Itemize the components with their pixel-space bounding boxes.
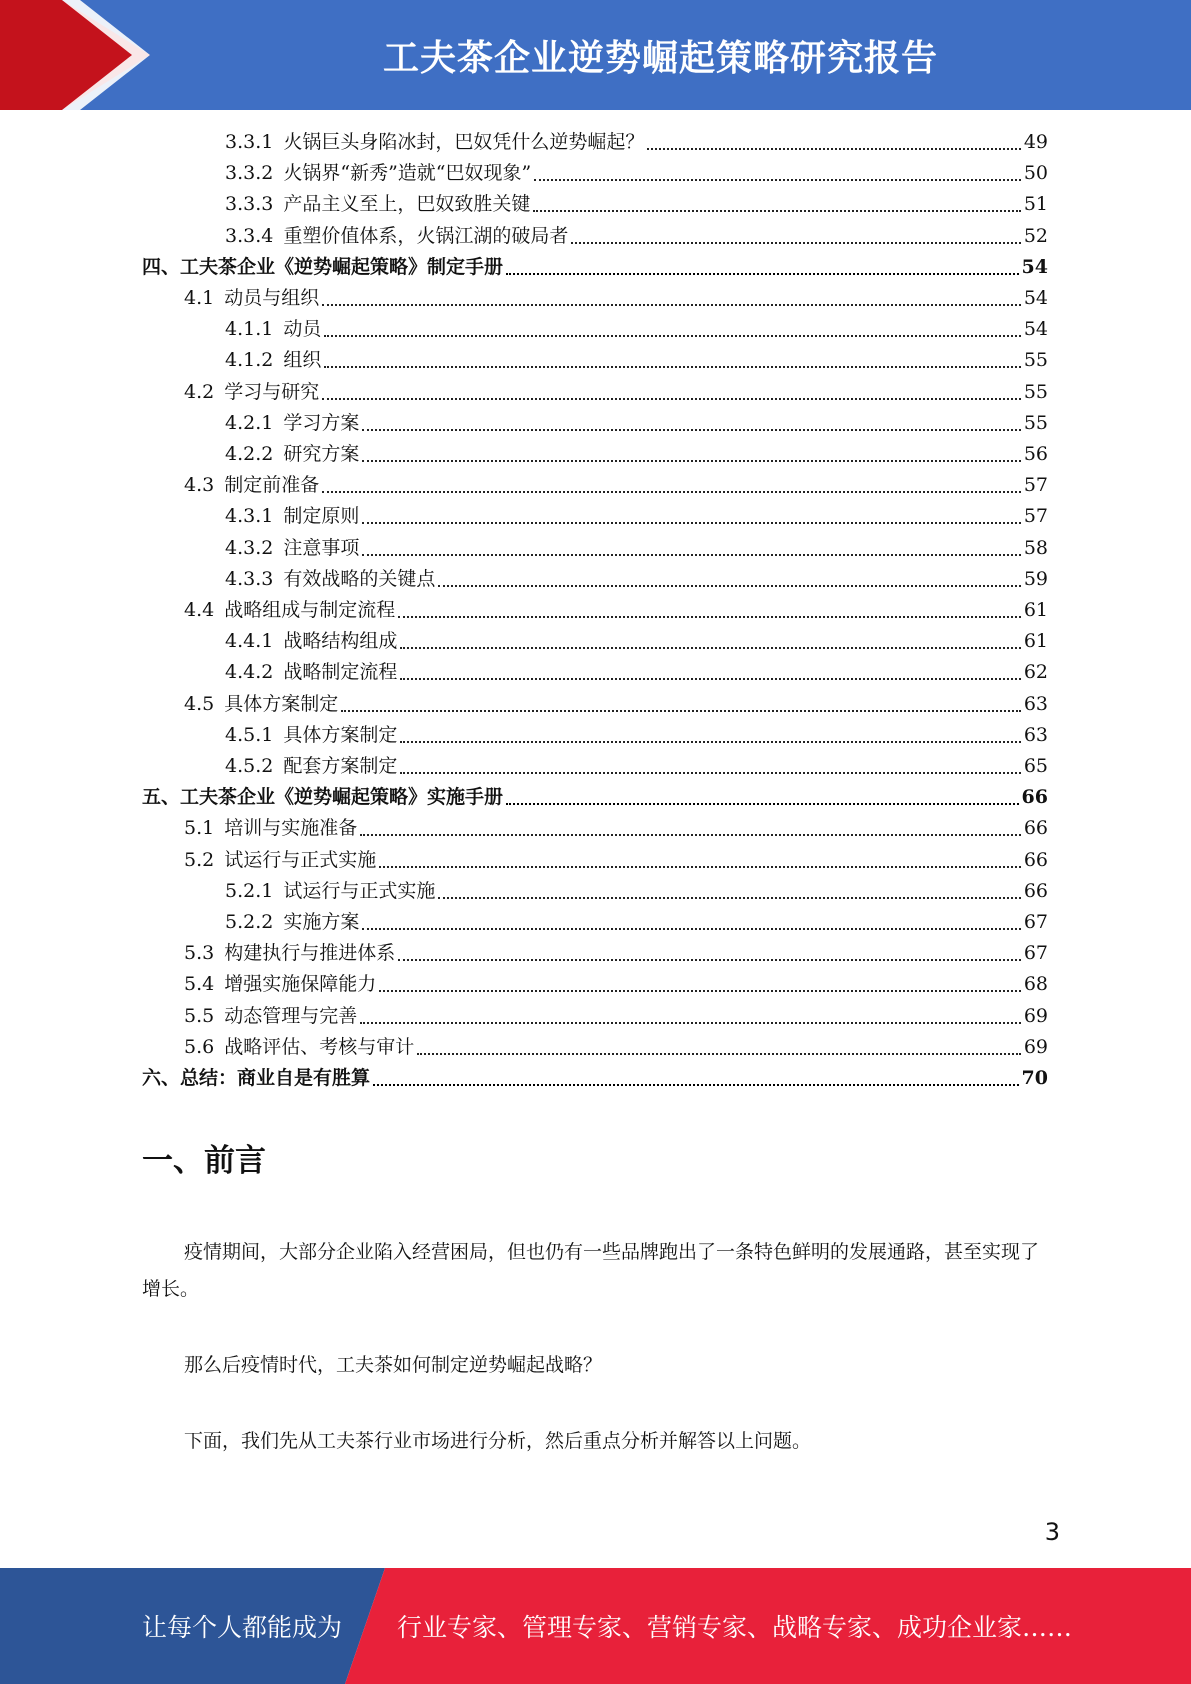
toc-entry-number: 4.3.3 — [225, 567, 274, 590]
toc-entry-page: 61 — [1023, 630, 1048, 653]
toc-entry[interactable] — [225, 564, 1048, 595]
toc-entry-number: 3.3.4 — [225, 224, 274, 247]
toc-entry-title: 有效战略的关键点 — [283, 567, 436, 590]
toc-entry[interactable] — [184, 470, 1048, 501]
page-footer — [0, 1568, 1191, 1684]
toc-entry[interactable] — [184, 595, 1048, 626]
toc-entry-number: 4.5.1 — [225, 723, 274, 746]
toc-entry-title: 战略结构组成 — [283, 630, 398, 653]
toc-entry[interactable] — [184, 377, 1048, 408]
toc-entry-title: 实施方案 — [283, 911, 360, 933]
toc-dot-leader — [362, 459, 1020, 462]
toc-entry-number: 4.3.1 — [225, 505, 274, 528]
toc-entry-number: 4.4.2 — [225, 661, 274, 684]
toc-entry-number: 4.2.1 — [225, 411, 274, 434]
toc-dot-leader — [400, 740, 1020, 743]
toc-dot-leader — [373, 1083, 1019, 1086]
toc-entry-page: 54 — [1021, 255, 1048, 278]
toc-entry-page: 56 — [1023, 443, 1048, 465]
toc-dot-leader — [379, 989, 1021, 992]
toc-entry-number: 4.1 — [184, 287, 215, 309]
toc-entry-title: 制定前准备 — [224, 474, 320, 497]
toc-entry-title: 工夫茶企业《逆势崛起策略》制定手册 — [180, 255, 504, 278]
toc-dot-leader — [534, 178, 1021, 181]
toc-entry-page: 55 — [1023, 349, 1048, 372]
toc-entry-title: 学习方案 — [283, 411, 360, 434]
toc-entry[interactable] — [225, 439, 1048, 470]
toc-entry-page: 69 — [1023, 1004, 1048, 1027]
toc-entry-page: 66 — [1023, 848, 1048, 871]
toc-entry-page: 55 — [1023, 380, 1048, 403]
toc-entry-number: 4.3.2 — [225, 536, 274, 559]
toc-entry-title: 具体方案制定 — [283, 723, 398, 746]
toc-entry[interactable] — [225, 345, 1048, 376]
toc-entry[interactable] — [225, 626, 1048, 657]
toc-entry-number: 4.1.2 — [225, 349, 274, 372]
toc-entry-title: 火锅界“新秀”造就“巴奴现象” — [283, 162, 532, 185]
toc-entry-page: 63 — [1023, 692, 1048, 715]
toc-entry-page: 66 — [1023, 817, 1048, 840]
toc-entry[interactable] — [184, 845, 1048, 876]
toc-dot-leader — [362, 553, 1020, 556]
toc-dot-leader — [360, 833, 1021, 836]
toc-entry-title: 战略组成与制定流程 — [224, 599, 396, 621]
toc-entry[interactable] — [225, 127, 1048, 158]
toc-entry-page: 50 — [1023, 162, 1048, 185]
toc-dot-leader — [398, 615, 1021, 618]
toc-entry-number: 5.6 — [184, 1035, 215, 1058]
toc-entry-number: 五、 — [142, 786, 181, 809]
toc-entry-page: 66 — [1023, 879, 1048, 902]
toc-dot-leader — [533, 209, 1020, 212]
toc-entry[interactable] — [225, 158, 1048, 189]
footer-slogan-left: 让每个人都能成为 — [142, 1613, 343, 1642]
toc-dot-leader — [322, 397, 1021, 400]
toc-entry[interactable] — [225, 720, 1048, 751]
toc-entry-title: 产品主义至上，巴奴致胜关键 — [283, 193, 531, 216]
toc-dot-leader — [438, 584, 1020, 587]
toc-entry-number: 5.2.1 — [225, 879, 274, 902]
toc-entry[interactable] — [225, 221, 1048, 252]
toc-dot-leader — [322, 490, 1021, 493]
header-chevron-decoration — [0, 0, 200, 110]
toc-entry[interactable] — [225, 533, 1048, 564]
toc-entry-page: 66 — [1021, 786, 1048, 809]
toc-entry-number: 4.3 — [184, 474, 215, 497]
toc-entry-title: 试运行与正式实施 — [283, 879, 436, 902]
toc-dot-leader — [398, 958, 1021, 961]
toc-dot-leader — [379, 865, 1021, 868]
section-heading: 一、前言 — [142, 1143, 266, 1179]
toc-entry-number: 3.3.1 — [225, 131, 274, 153]
toc-entry[interactable] — [225, 657, 1048, 688]
toc-dot-leader — [341, 709, 1021, 712]
toc-entry-page: 67 — [1023, 911, 1048, 933]
toc-entry[interactable] — [184, 1032, 1048, 1063]
toc-entry-number: 5.4 — [184, 973, 215, 996]
toc-entry-page: 62 — [1023, 661, 1048, 684]
toc-entry-title: 工夫茶企业《逆势崛起策略》实施手册 — [180, 786, 504, 809]
toc-entry[interactable] — [142, 782, 1048, 813]
toc-dot-leader — [362, 927, 1020, 930]
toc-dot-leader — [506, 272, 1019, 275]
toc-entry-title: 制定原则 — [283, 505, 360, 528]
toc-entry-number: 四、 — [142, 255, 181, 278]
toc-dot-leader — [324, 365, 1020, 368]
page-number: 3 — [1044, 1518, 1060, 1546]
toc-entry-number: 4.4.1 — [225, 630, 274, 653]
toc-entry-page: 58 — [1023, 536, 1048, 559]
toc-entry-title: 培训与实施准备 — [224, 817, 358, 840]
toc-entry-page: 59 — [1023, 567, 1048, 590]
toc-entry-number: 4.4 — [184, 599, 215, 621]
toc-entry-page: 55 — [1023, 411, 1048, 434]
toc-dot-leader — [417, 1052, 1021, 1055]
paragraph-2: 那么后疫情时代，工夫茶如何制定逆势崛起战略？ — [184, 1354, 603, 1376]
toc-entry-number: 3.3.3 — [225, 193, 274, 216]
toc-entry-page: 49 — [1023, 131, 1048, 153]
toc-entry-page: 69 — [1023, 1035, 1048, 1058]
toc-entry-page: 51 — [1023, 193, 1048, 216]
toc-entry[interactable] — [184, 969, 1048, 1000]
toc-entry-title: 动员与组织 — [224, 287, 320, 309]
toc-entry-title: 构建执行与推进体系 — [224, 942, 396, 965]
toc-entry-number: 5.2 — [184, 848, 215, 871]
toc-entry-number: 六、 — [142, 1067, 181, 1089]
toc-dot-leader — [400, 646, 1020, 649]
toc-entry-title: 动员 — [283, 318, 322, 341]
page-header — [0, 0, 1191, 110]
toc-dot-leader — [362, 521, 1020, 524]
toc-entry-number: 4.2 — [184, 380, 215, 403]
toc-entry[interactable] — [142, 1063, 1048, 1094]
toc-entry-number: 5.5 — [184, 1004, 215, 1027]
toc-entry-title: 研究方案 — [283, 443, 360, 465]
toc-entry-title: 学习与研究 — [224, 380, 320, 403]
toc-dot-leader — [438, 896, 1020, 899]
footer-slogan-right: 行业专家、管理专家、营销专家、战略专家、成功企业家…… — [397, 1613, 1073, 1642]
toc-entry[interactable] — [225, 314, 1048, 345]
toc-entry-title: 火锅巨头身陷冰封，巴奴凭什么逆势崛起？ — [283, 131, 645, 153]
toc-entry-number: 4.1.1 — [225, 318, 274, 341]
toc-entry-title: 重塑价值体系，火锅江湖的破局者 — [283, 224, 569, 247]
toc-dot-leader — [322, 303, 1021, 306]
toc-entry-title: 增强实施保障能力 — [224, 973, 377, 996]
toc-entry-number: 5.1 — [184, 817, 215, 840]
paragraph-3: 下面，我们先从工夫茶行业市场进行分析，然后重点分析并解答以上问题。 — [184, 1430, 812, 1452]
toc-entry-page: 65 — [1023, 755, 1048, 777]
toc-entry[interactable] — [225, 751, 1048, 782]
toc-entry[interactable] — [184, 813, 1048, 844]
toc-entry-page: 54 — [1023, 287, 1048, 309]
toc-entry[interactable] — [184, 938, 1048, 969]
toc-entry-title: 组织 — [283, 349, 322, 372]
toc-entry-title: 试运行与正式实施 — [224, 848, 377, 871]
toc-entry-title: 战略制定流程 — [283, 661, 398, 684]
toc-dot-leader — [506, 802, 1019, 805]
toc-entry-number: 3.3.2 — [225, 162, 274, 185]
toc-entry-title: 动态管理与完善 — [224, 1004, 358, 1027]
toc-entry-title: 配套方案制定 — [283, 755, 398, 777]
toc-entry-number: 4.5 — [184, 692, 215, 715]
toc-dot-leader — [324, 334, 1020, 337]
toc-entry-page: 57 — [1023, 474, 1048, 497]
toc-dot-leader — [362, 428, 1020, 431]
toc-entry[interactable] — [184, 283, 1048, 314]
toc-entry[interactable] — [225, 876, 1048, 907]
toc-entry[interactable] — [225, 408, 1048, 439]
toc-entry-number: 5.3 — [184, 942, 215, 965]
toc-entry[interactable] — [184, 1001, 1048, 1032]
toc-entry[interactable] — [225, 189, 1048, 220]
toc-entry-page: 70 — [1021, 1067, 1048, 1089]
toc-entry-page: 61 — [1023, 599, 1048, 621]
paragraph-1: 疫情期间，大部分企业陷入经营困局，但也仍有一些品牌跑出了一条特色鲜明的发展通路，甚至实现了增长。 — [142, 1241, 1040, 1300]
toc-entry-number: 4.2.2 — [225, 443, 274, 465]
report-title: 工夫茶企业逆势崛起策略研究报告 — [382, 37, 938, 79]
toc-dot-leader — [360, 1021, 1021, 1024]
toc-entry-page: 63 — [1023, 723, 1048, 746]
toc-entry[interactable] — [225, 907, 1048, 938]
toc-entry-title: 总结：商业自是有胜算 — [180, 1067, 371, 1089]
toc-dot-leader — [400, 677, 1020, 680]
toc-dot-leader — [571, 241, 1020, 244]
toc-entry-page: 57 — [1023, 505, 1048, 528]
toc-entry-number: 4.5.2 — [225, 755, 274, 777]
toc-entry-title: 战略评估、考核与审计 — [224, 1035, 415, 1058]
toc-entry-page: 54 — [1023, 318, 1048, 341]
toc-dot-leader — [647, 147, 1020, 150]
toc-entry-title: 注意事项 — [283, 536, 360, 559]
toc-entry[interactable] — [184, 689, 1048, 720]
toc-entry[interactable] — [225, 501, 1048, 532]
toc-entry-number: 5.2.2 — [225, 911, 274, 933]
toc-entry-page: 68 — [1023, 973, 1048, 996]
toc-dot-leader — [400, 771, 1020, 774]
toc-entry-title: 具体方案制定 — [224, 692, 339, 715]
toc-entry-page: 67 — [1023, 942, 1048, 965]
toc-entry-page: 52 — [1023, 224, 1048, 247]
toc-entry[interactable] — [142, 252, 1048, 283]
